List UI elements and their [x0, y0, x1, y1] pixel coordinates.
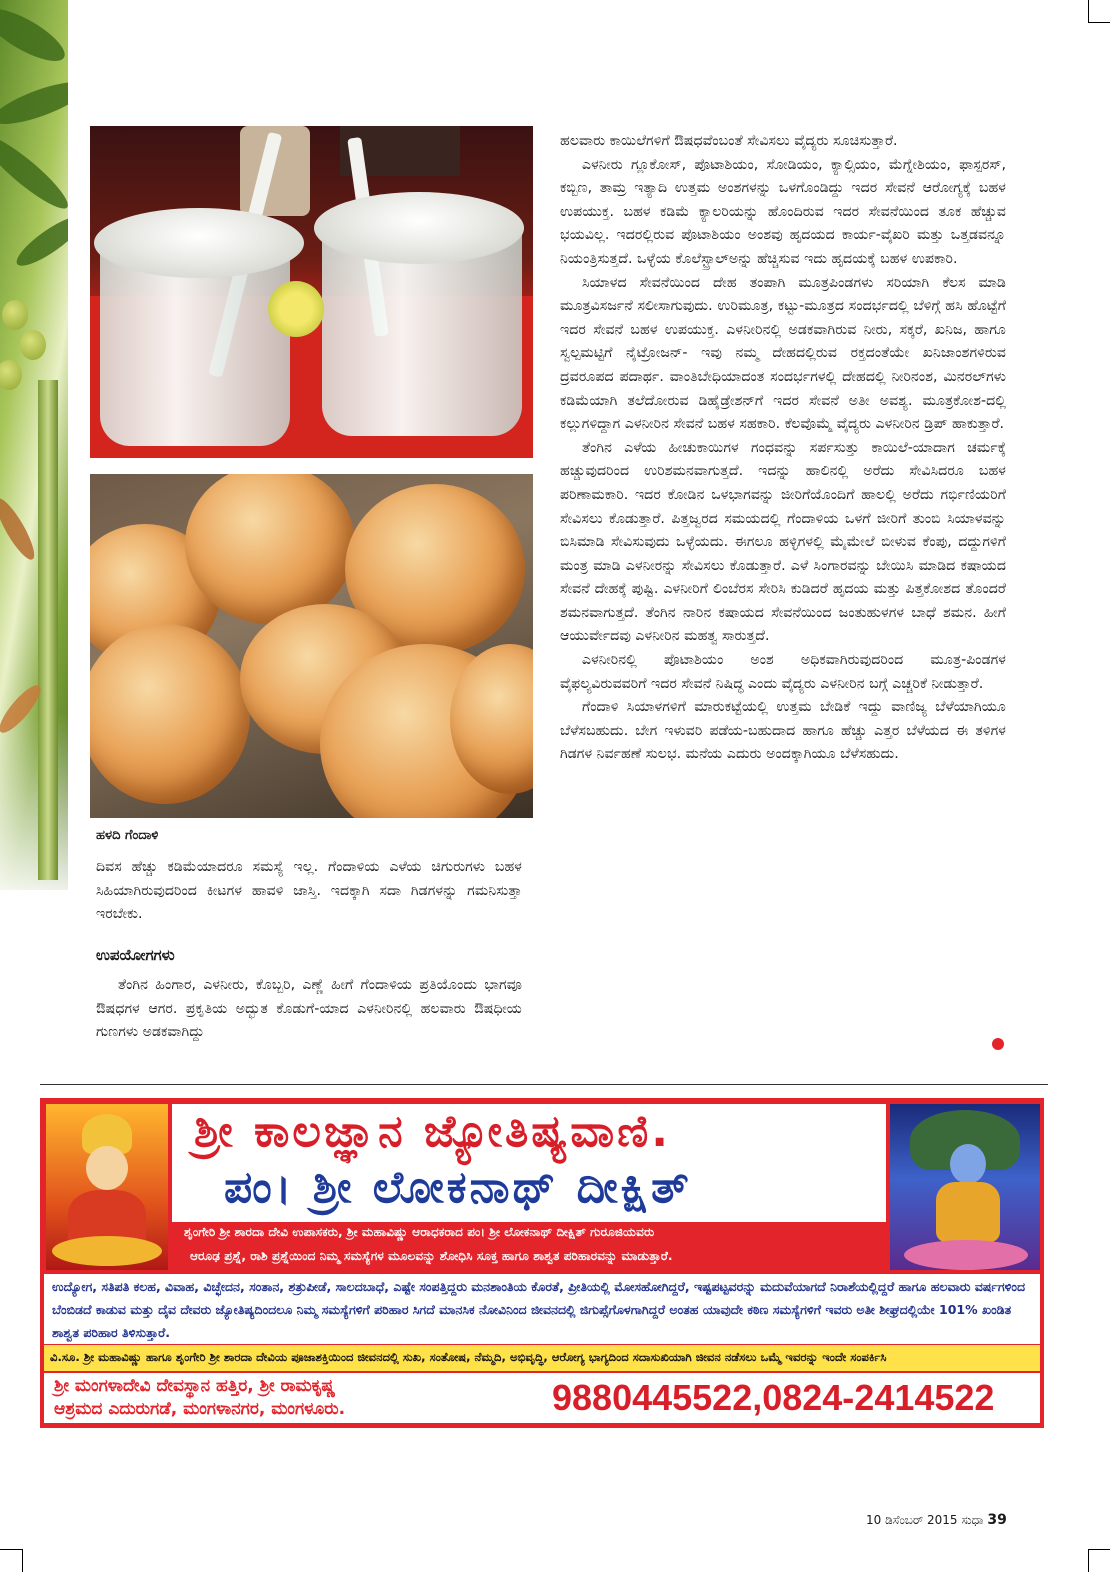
- right-paragraph: ಎಳನೀರು ಗ್ಲೂಕೋಸ್, ಪೊಟಾಶಿಯಂ, ಸೋಡಿಯಂ, ಕ್ಯಾಲ್ಸಿಯಂ, ಮೆಗ್ನೇಶಿಯಂ, ಫಾಸ್ಪರಸ್, ಕಬ್ಬಿಣ, ತಾಮ್ರ ಇತ್ಯಾದಿ ಉತ್ತಮ ಅಂಶಗಳನ್ನು ಒಳಗೊಂಡಿದ್ದು ಇದರ ಸೇವನೆ ಆರೋಗ್ಯಕ್ಕೆ ಬಹಳ ಉಪಯುಕ್ತ. ಬಹಳ ಕಡಿಮೆ ಕ್ಯಾಲರಿಯನ್ನು ಹೊಂದಿರುವ ಇದರ ಸೇವನೆಯಿಂದ ತೂಕ ಹೆಚ್ಚುವ ಭಯವಿಲ್ಲ. ಇದರಲ್ಲಿರುವ ಪೊಟಾಶಿಯಂ ಅಂಶವು ಹೃದಯದ ಕಾರ್ಯ-ವೈಖರಿ ಮತ್ತು ಒತ್ತಡವನ್ನೂ ನಿಯಂತ್ರಿಸುತ್ತದೆ. ಒಳ್ಳೆಯ ಕೊಲೆಸ್ಟ್ರಾಲ್‌ಅನ್ನು ಹೆಚ್ಚಿಸುವ ಇದು ಹೃದಯಕ್ಕೆ ಬಹಳ ಉಪಕಾರಿ.: [560, 156, 1006, 267]
- crop-mark-top-right: [1088, 0, 1110, 23]
- right-paragraph: ಎಳನೀರಿನಲ್ಲಿ ಪೊಟಾಶಿಯಂ ಅಂಶ ಅಧಿಕವಾಗಿರುವುದರಿಂದ ಮೂತ್ರ-ಪಿಂಡಗಳ ವೈಫಲ್ಯವಿರುವವರಿಗೆ ಇದರ ಸೇವನೆ ನಿಷಿದ್ಧ ಎಂದು ವೈದ್ಯರು ಎಳನೀರಿನ ಬಗ್ಗೆ ಎಚ್ಚರಿಕೆ ನೀಡುತ್ತಾರೆ.: [560, 652, 1006, 692]
- ad-note-box: [44, 1345, 1040, 1371]
- left-column-paragraph: ದಿವಸ ಹೆಚ್ಚು ಕಡಿಮೆಯಾದರೂ ಸಮಸ್ಯೆ ಇಲ್ಲ. ಗೆಂದಾಳಿಯ ಎಳೆಯ ಚಿಗುರುಗಳು ಬಹಳ ಸಿಹಿಯಾಗಿರುವುದರಿಂದ ಕೀಟಗಳ ಹಾವಳಿ ಜಾಸ್ತಿ. ಇದಕ್ಕಾಗಿ ಸದಾ ಗಿಡಗಳನ್ನು ಗಮನಿಸುತ್ತಾ ಇರಬೇಕು.: [96, 859, 522, 923]
- ad-title-line2: ಪಂ। ಶ್ರೀ ಲೋಕನಾಥ್ ದೀಕ್ಷಿತ್: [224, 1162, 692, 1213]
- issue-date: 10 ಡಿಸೆಂಬರ್ 2015 ಸುಧಾ: [866, 1513, 984, 1527]
- ad-body-text: ಉದ್ಯೋಗ, ಸತಿಪತಿ ಕಲಹ, ವಿವಾಹ, ವಿಚ್ಛೇದನ, ಸಂತಾನ, ಶತ್ರುಪೀಡೆ, ಸಾಲದಬಾಧೆ, ಎಷ್ಟೇ ಸಂಪತ್ತಿದ್ದರು ಮನಶಾಂತಿಯ ಕೊರತೆ, ಪ್ರೀತಿಯಲ್ಲಿ ಮೋಸಹೋಗಿದ್ದರೆ, ಇಷ್ಟಪಟ್ಟವರನ್ನು ಮದುವೆಯಾಗದೆ ನಿರಾಶೆಯಲ್ಲಿದ್ದರೆ ಹಾಗೂ ಹಲವಾರು ವರ್ಷಗಳಿಂದ ಬೆಂಬಿಡದೆ ಕಾಡುವ ಮತ್ತು ದೈವ ದೇವರು ಜ್ಯೋತಿಷ್ಯದಿಂದಲೂ ನಿಮ್ಮ ಸಮಸ್ಯೆಗಳಿಗೆ ಪರಿಹಾರ ಸಿಗದೆ ಮಾನಸಿಕ ನೋವಿನಿಂದ ಜೀವನದಲ್ಲಿ ಜಿಗುಪ್ಸೆಗೊಳಗಾಗಿದ್ದರೆ ಅಂತಹ ಯಾವುದೇ ಕಠಿಣ ಸಮಸ್ಯೆಗಳಿಗೆ ಇವರು ಅತೀ ಶೀಘ್ರದಲ್ಲಿಯೇ 101% ಖಂಡಿತ ಶಾಶ್ವತ ಪರಿಹಾರ ತಿಳಿಸುತ್ತಾರೆ.: [52, 1279, 1026, 1340]
- page-footer: [866, 1512, 1007, 1528]
- end-mark-icon: [992, 1038, 1004, 1050]
- ad-address-line2: ಆಶ್ರಮದ ಎದುರುಗಡೆ, ಮಂಗಳಾನಗರ, ಮಂಗಳೂರು.: [54, 1399, 346, 1419]
- right-paragraph: ತೆಂಗಿನ ಎಳೆಯ ಹೀಚುಕಾಯಿಗಳ ಗಂಧವನ್ನು ಸರ್ಪಸುತ್ತು ಕಾಯಿಲೆ-ಯಾದಾಗ ಚರ್ಮಕ್ಕೆ ಹಚ್ಚುವುದರಿಂದ ಉರಿಶಮನವಾಗುತ್ತದೆ. ಇದನ್ನು ಹಾಲಿನಲ್ಲಿ ಅರೆದು ಸೇವಿಸಿದರೂ ಬಹಳ ಪರಿಣಾಮಕಾರಿ. ಇದರ ಕೋಡಿನ ಒಳಭಾಗವನ್ನು ಜೀರಿಗೆಯೊಂದಿಗೆ ಹಾಲಲ್ಲಿ ಅರೆದು ಗರ್ಭಿಣಿಯರಿಗೆ ಸೇವಿಸಲು ಕೊಡುತ್ತಾರೆ. ಪಿತ್ತಜ್ವರದ ಸಮಯದಲ್ಲಿ ಗೆಂದಾಳಿಯ ಒಳಗೆ ಜೀರಿಗೆ ತುಂಬಿ ಸಿಯಾಳವನ್ನು ಬಿಸಿಮಾಡಿ ಸೇವಿಸುವುದು ಒಳ್ಳೆಯದು. ಈಗಲೂ ಹಳ್ಳಿಗಳಲ್ಲಿ ಮೈಮೇಲೆ ಬೀಳುವ ಕೆಂಪು, ದದ್ದುಗಳಿಗೆ ಮಂತ್ರ ಮಾಡಿ ಎಳನೀರನ್ನು ಸೇವಿಸಲು ಕೊಡುತ್ತಾರೆ. ಎಳೆ ಸಿಂಗಾರವನ್ನು ಬೇಯಿಸಿ ಮಾಡಿದ ಕಷಾಯದ ಸೇವನೆ ದೇಹಕ್ಕೆ ಪುಷ್ಟಿ. ಎಳನೀರಿಗೆ ಲಿಂಬೆರಸ ಸೇರಿಸಿ ಕುಡಿದರೆ ಹೃದಯ ಮತ್ತು ಪಿತ್ತಕೋಶದ ತೊಂದರೆ ಶಮನವಾಗುತ್ತದೆ. ತೆಂಗಿನ ನಾರಿನ ಕಷಾಯದ ಸೇವನೆಯಿಂದ ಜಂತುಹುಳಗಳ ಬಾಧೆ ಶಮನ. ಹೀಗೆ ಆಯುರ್ವೇದವು ಎಳನೀರಿನ ಮಹತ್ವ ಸಾರುತ್ತದೆ.: [560, 439, 1006, 645]
- section-heading: ಉಪಯೋಗಗಳು: [96, 946, 175, 964]
- crop-mark-bottom-right: [1088, 1549, 1110, 1572]
- right-paragraph: ಗೆಂದಾಳಿ ಸಿಯಾಳಗಳಿಗೆ ಮಾರುಕಟ್ಟೆಯಲ್ಲಿ ಉತ್ತಮ ಬೇಡಿಕೆ ಇದ್ದು ವಾಣಿಜ್ಯ ಬೆಳೆಯಾಗಿಯೂ ಬೆಳೆಸಬಹುದು. ಬೇಗ ಇಳುವರಿ ಪಡೆಯ-ಬಹುದಾದ ಹಾಗೂ ಹೆಚ್ಚು ಎತ್ತರ ಬೆಳೆಯದ ಈ ತಳಿಗಳ ಗಿಡಗಳ ನಿರ್ವಹಣೆ ಸುಲಭ. ಮನೆಯ ಎದುರು ಅಂದಕ್ಕಾಗಿಯೂ ಬೆಳೆಸಹುದು.: [560, 699, 1006, 763]
- page-number: 39: [987, 1512, 1007, 1528]
- divider: [40, 1084, 1048, 1085]
- ad-title-box: [172, 1104, 886, 1222]
- lord-vishnu-image: [890, 1104, 1040, 1270]
- ad-service-line: ಆರೂಢ ಪ್ರಶ್ನೆ, ರಾಶಿ ಪ್ರಶ್ನೆಯಿಂದ ನಿಮ್ಮ ಸಮಸ್ಯೆಗಳ ಮೂಲವನ್ನು ಶೋಧಿಸಿ ಸೂಕ್ತ ಹಾಗೂ ಶಾಶ್ವತ ಪರಿಹಾರವನ್ನು ಮಾಡುತ್ತಾರೆ.: [190, 1249, 673, 1263]
- goddess-sharada-image: [46, 1104, 168, 1270]
- ad-credentials-line: ಶೃಂಗೇರಿ ಶ್ರೀ ಶಾರದಾ ದೇವಿ ಉಪಾಸಕರು, ಶ್ರೀ ಮಹಾವಿಷ್ಣು ಆರಾಧಕರಾದ ಪಂ। ಶ್ರೀ ಲೋಕನಾಥ್ ದೀಕ್ಷಿತ್ ಗುರೂಜಿಯವರು: [184, 1225, 655, 1239]
- ad-phone-numbers: 9880445522,0824-2414522: [552, 1377, 995, 1418]
- tender-coconut-drink-photo: [90, 126, 533, 458]
- yellow-coconuts-photo: [90, 474, 533, 818]
- uses-paragraph: ತೆಂಗಿನ ಹಿಂಗಾರ, ಎಳನೀರು, ಕೊಬ್ಬರಿ, ಎಣ್ಣೆ ಹೀಗೆ ಗೆಂದಾಳಿಯ ಪ್ರತಿಯೊಂದು ಭಾಗವೂ ಔಷಧಗಳ ಆಗರ. ಪ್ರಕೃತಿಯ ಅದ್ಭುತ ಕೊಡುಗೆ-ಯಾದ ಎಳನೀರಿನಲ್ಲಿ ಹಲವಾರು ಔಷಧೀಯ ಗುಣಗಳು ಅಡಕವಾಗಿದ್ದು: [96, 977, 522, 1041]
- ad-body-box: [44, 1274, 1040, 1344]
- crop-mark-bottom-left: [0, 1549, 23, 1572]
- ad-title-line1: ಶ್ರೀ ಕಾಲಜ್ಞಾನ ಜ್ಯೋತಿಷ್ಯವಾಣಿ.: [194, 1106, 671, 1157]
- right-paragraph: ಹಲವಾರು ಕಾಯಿಲೆಗಳಿಗೆ ಔಷಧವೆಂಬಂತೆ ಸೇವಿಸಲು ವೈದ್ಯರು ಸೂಚಿಸುತ್ತಾರೆ.: [560, 133, 898, 149]
- right-paragraph: ಸಿಯಾಳದ ಸೇವನೆಯಿಂದ ದೇಹ ತಂಪಾಗಿ ಮೂತ್ರಪಿಂಡಗಳು ಸರಿಯಾಗಿ ಕೆಲಸ ಮಾಡಿ ಮೂತ್ರವಿಸರ್ಜನೆ ಸಲೀಸಾಗುವುದು. ಉರಿಮೂತ್ರ, ಕಟ್ಟು-ಮೂತ್ರದ ಸಂದರ್ಭದಲ್ಲಿ ಬೆಳಿಗ್ಗೆ ಹಸಿ ಹೊಟ್ಟೆಗೆ ಇದರ ಸೇವನೆ ಬಹಳ ಉಪಯುಕ್ತ. ಎಳನೀರಿನಲ್ಲಿ ಅಡಕವಾಗಿರುವ ನೀರು, ಸಕ್ಕರೆ, ಖನಿಜ, ಹಾಗೂ ಸ್ವಲ್ಪಮಟ್ಟಿಗೆ ನೈಟ್ರೋಜನ್- ಇವು ನಮ್ಮ ದೇಹದಲ್ಲಿರುವ ರಕ್ತದಂತೆಯೇ ಖನಿಜಾಂಶಗಳಿರುವ ದ್ರವರೂಪದ ಪದಾರ್ಥ. ವಾಂತಿಬೇಧಿಯಾದಂತ ಸಂದರ್ಭಗಳಲ್ಲಿ ದೇಹದಲ್ಲಿ ನೀರಿನಂಶ, ಮಿನರಲ್‌ಗಳು ಕಡಿಮೆಯಾಗಿ ತಲೆದೋರುವ ಡಿಹೈಡ್ರೇಶನ್‌ಗೆ ಇದರ ಸೇವನೆ ಅತೀ ಅವಶ್ಯ. ಮೂತ್ರಕೋಶ-ದಲ್ಲಿ ಕಲ್ಲುಗಳಿದ್ದಾಗ ಎಳನೀರಿನ ಸೇವನೆ ಬಹಳ ಸಹಕಾರಿ. ಕೆಲವೊಮ್ಮೆ ವೈದ್ಯರು ಎಳನೀರಿನ ಡ್ರಿಪ್ ಹಾಕುತ್ತಾರೆ.: [560, 274, 1006, 433]
- photo-caption: ಹಳದಿ ಗೆಂದಾಳಿ: [96, 828, 159, 843]
- right-column: [560, 130, 1006, 767]
- palm-tree-image: [0, 0, 68, 890]
- ad-contact-box: [44, 1373, 1040, 1423]
- ad-note-text: ವಿ.ಸೂ. ಶ್ರೀ ಮಹಾವಿಷ್ಣು ಹಾಗೂ ಶೃಂಗೇರಿ ಶ್ರೀ ಶಾರದಾ ದೇವಿಯ ಪೂಜಾಶಕ್ತಿಯಿಂದ ಜೀವನದಲ್ಲಿ ಸುಖ, ಸಂತೋಷ, ನೆಮ್ಮದಿ, ಅಭಿವೃದ್ಧಿ, ಆರೋಗ್ಯ ಭಾಗ್ಯದಿಂದ ಸದಾಸುಖಿಯಾಗಿ ಜೀವನ ನಡೆಸಲು ಒಮ್ಮೆ ಇವರನ್ನು ಇಂದೇ ಸಂಪರ್ಕಿಸಿ: [50, 1350, 887, 1364]
- ad-address-line1: ಶ್ರೀ ಮಂಗಳಾದೇವಿ ದೇವಸ್ಥಾನ ಹತ್ತಿರ, ಶ್ರೀ ರಾಮಕೃಷ್ಣ: [54, 1376, 336, 1396]
